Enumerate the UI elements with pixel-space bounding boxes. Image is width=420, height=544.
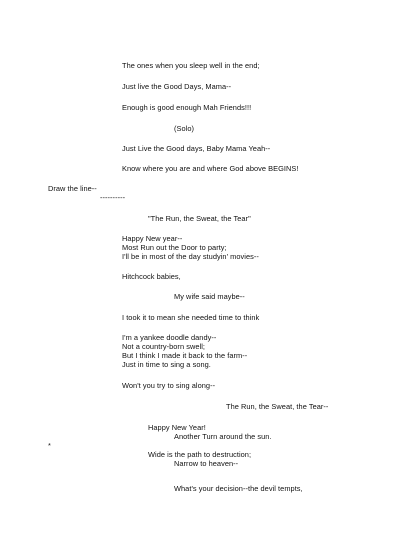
verse-line: Another Turn around the sun. bbox=[174, 432, 272, 441]
verse-line: Know where you are and where God above BEGINS! bbox=[122, 164, 299, 173]
verse-line: Happy New year-- bbox=[122, 234, 183, 243]
verse-line: Happy New Year! bbox=[148, 423, 206, 432]
verse-line: Enough is good enough Mah Friends!!! bbox=[122, 103, 252, 112]
verse-line: Just in time to sing a song. bbox=[122, 360, 211, 369]
verse-line: My wife said maybe-- bbox=[174, 292, 245, 301]
verse-line: But I think I made it back to the farm-- bbox=[122, 351, 248, 360]
verse-line: The Run, the Sweat, the Tear-- bbox=[226, 402, 329, 411]
asterisk-mark: * bbox=[48, 441, 51, 450]
section-line: Draw the line-- bbox=[48, 184, 97, 193]
verse-line: Wide is the path to destruction; bbox=[148, 450, 252, 459]
verse-line: What's your decision--the devil tempts, bbox=[174, 484, 303, 493]
song-title: "The Run, the Sweat, the Tear" bbox=[148, 214, 251, 223]
verse-line: Most Run out the Door to party; bbox=[122, 243, 227, 252]
verse-line: The ones when you sleep well in the end; bbox=[122, 61, 260, 70]
verse-line: Hitchcock babies, bbox=[122, 272, 181, 281]
verse-line: (Solo) bbox=[174, 124, 195, 133]
verse-line: I took it to mean she needed time to think bbox=[122, 313, 260, 322]
verse-line: I'll be in most of the day studyin' movies-- bbox=[122, 252, 259, 261]
verse-line: Narrow to heaven-- bbox=[174, 459, 239, 468]
verse-line: Just Live the Good days, Baby Mama Yeah-- bbox=[122, 144, 271, 153]
verse-line: I'm a yankee doodle dandy-- bbox=[122, 333, 217, 342]
section-divider: ---------- bbox=[100, 193, 126, 202]
verse-line: Won't you try to sing along-- bbox=[122, 381, 216, 390]
verse-line: Not a country-born swell; bbox=[122, 342, 205, 351]
verse-line: Just live the Good Days, Mama-- bbox=[122, 82, 232, 91]
